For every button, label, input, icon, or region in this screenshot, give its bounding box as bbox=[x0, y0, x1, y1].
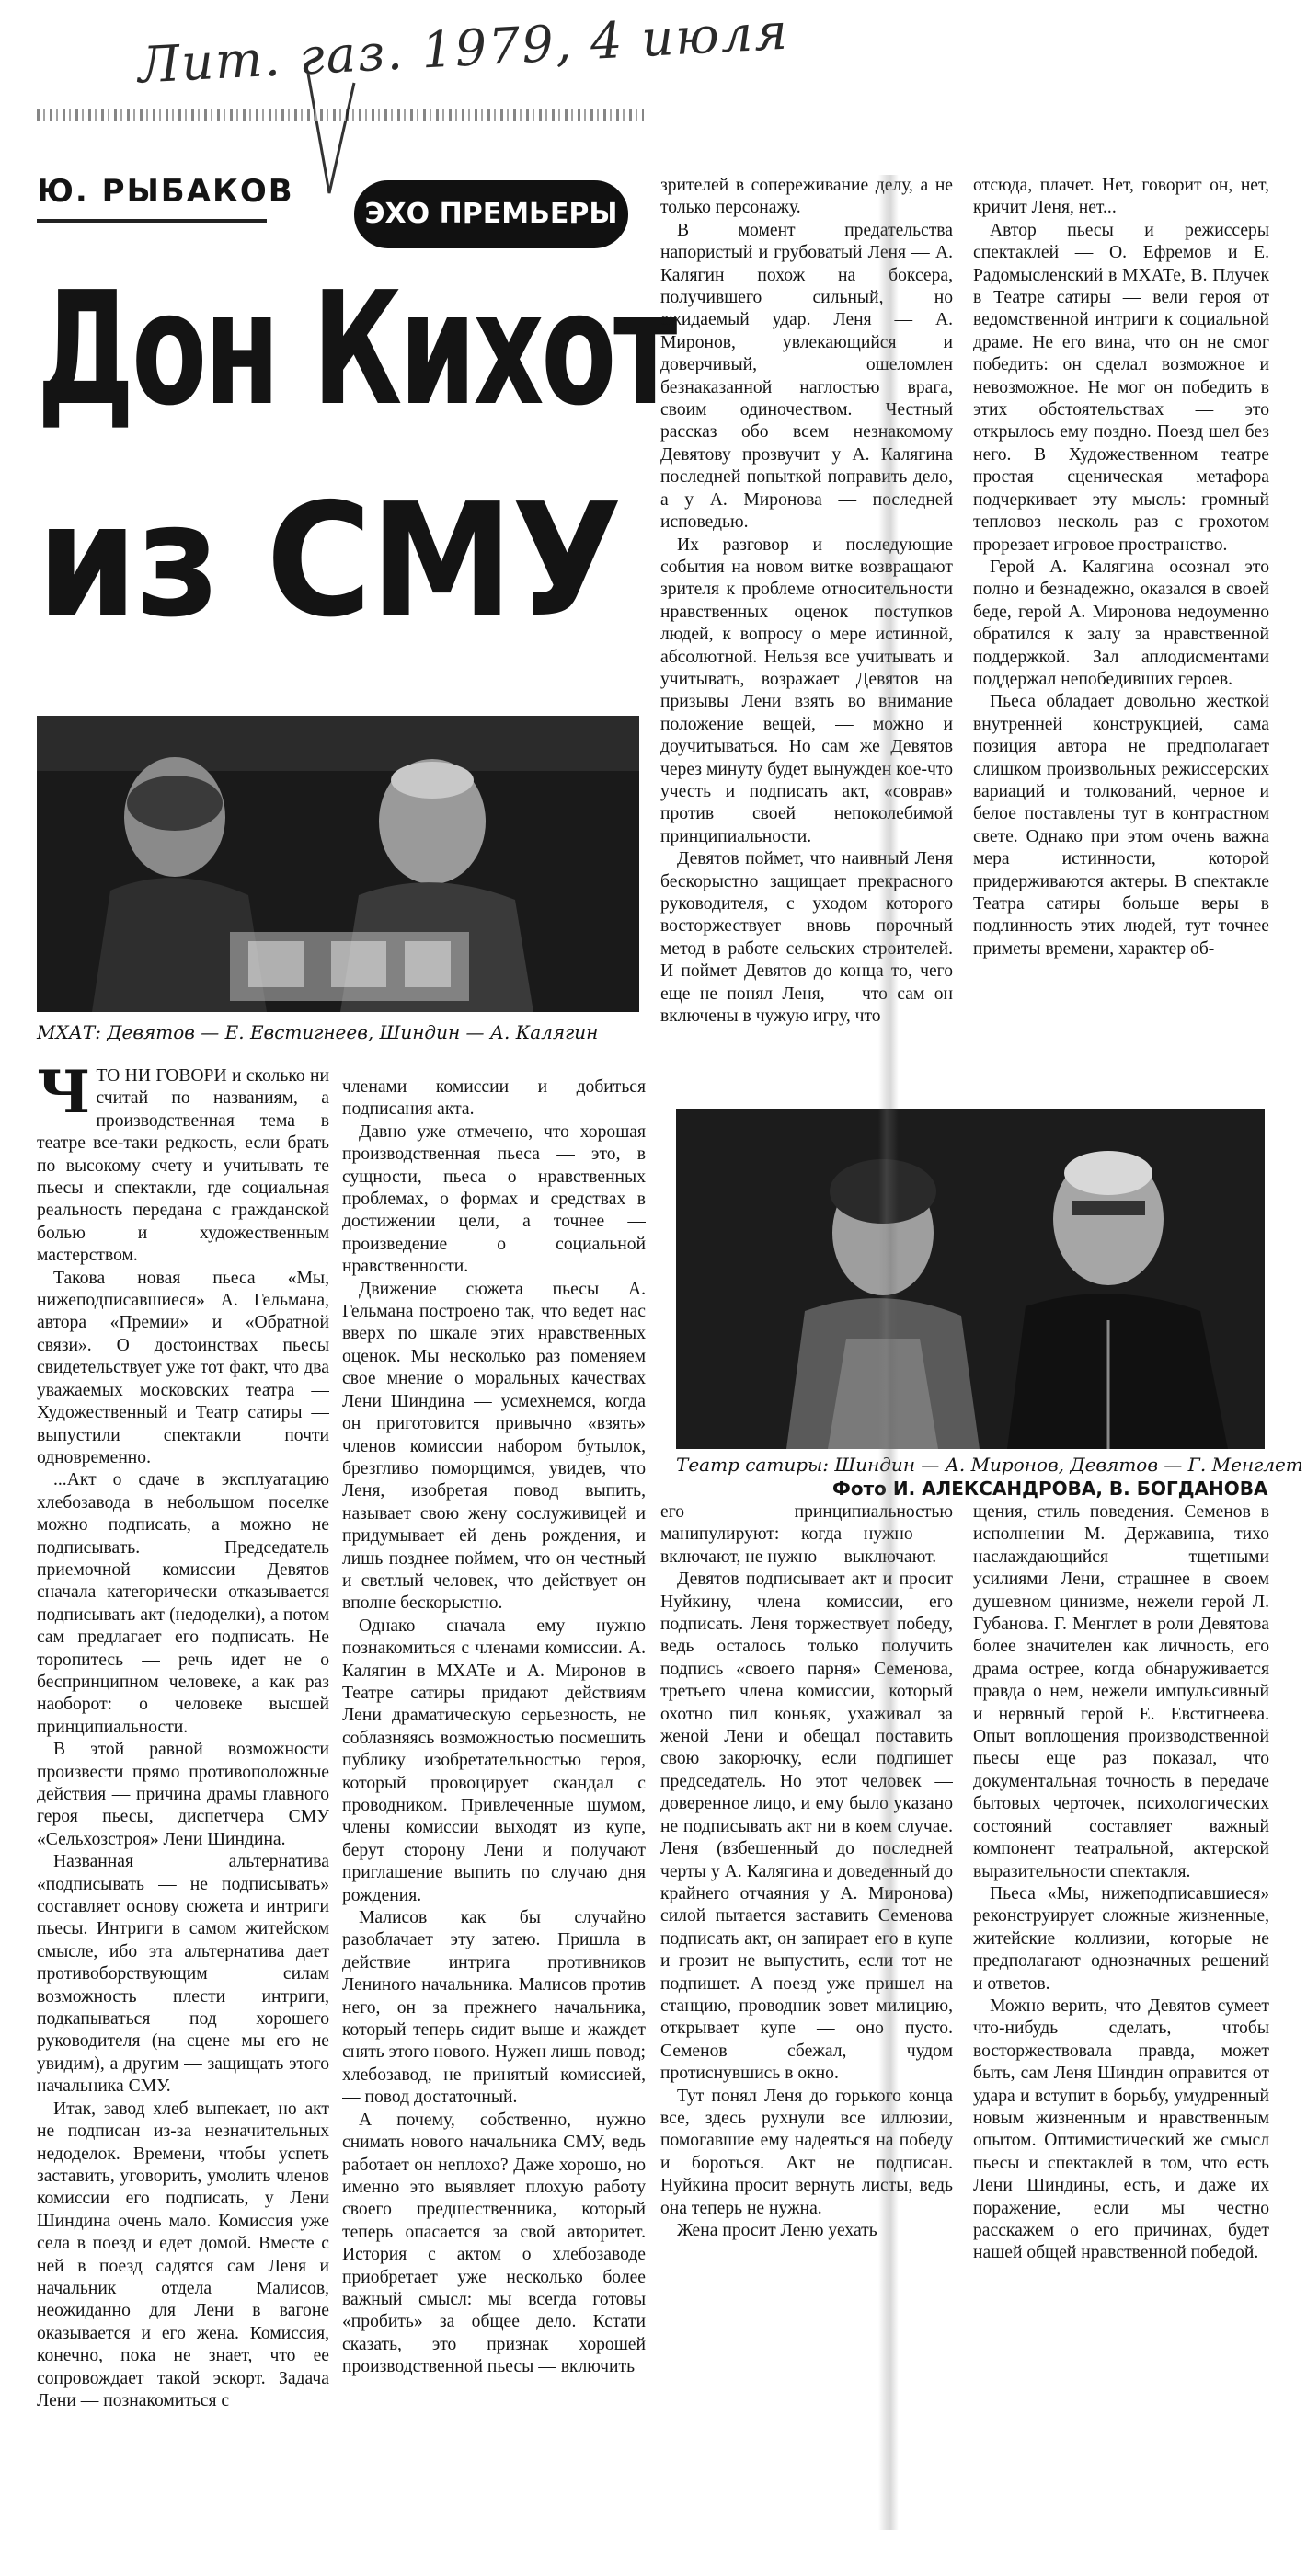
article-paragraph: Жена просит Леню уехать bbox=[677, 2221, 877, 2240]
article-paragraph: Тут понял Леня до горького конца все, здесь рухнули все иллюзии, помогавшие ему надеяться на победу и бороться. Акт не подписан. Нуйкина просит вернуть листы, ведь она теперь не нужна. bbox=[660, 2086, 953, 2218]
article-column-2 bbox=[342, 1076, 646, 2558]
article-paragraph: Герой А. Калягина осознал это полно и безнадежно, оказался в своей беде, герой А. Миронова недоуменно обратился к залу за нравственной поддержкой. Зал аплодисментами поддержал непобедивших героев. bbox=[973, 557, 1269, 689]
handwritten-check-mark bbox=[304, 64, 359, 202]
article-lead-paragraph: ЧТО НИ ГОВОРИ и сколько ни считай по названиям, а производственная тема в театре все-таки редкость, если брать по высокому счету и учитывать те пьесы и спектакли, где социальная реальность передана с гражданской болью и художественным мастерством. bbox=[37, 1065, 329, 1266]
article-paragraph: Однако сначала ему нужно познакомиться с членами комиссии. А. Калягин в МХАТе и А. Миронов в Театре сатиры придают действиям Лени драматическую серьезность, не соблазняясь возможностью посмешить публику изобретательностью героя, который провоцирует скандал с проводником. Привлеченные шумом, члены комиссии выходят из купе, берут сторону Лени и получают приглашение выпить по случаю дня рождения. bbox=[342, 1616, 646, 1905]
article-paragraph: Малисов как бы случайно разоблачает эту затею. Пришла в действие интрига противников Лениного начальника. Малисов против него, он за прежнего начальника, который теперь сидит выше и жаждет снять этого нового. Нужен лишь повод; хлебозавод, не принятый комиссией, — повод достаточный. bbox=[342, 1908, 646, 2108]
article-paragraph: Девятов поймет, что наивный Леня бескорыстно защищает прекрасного руководителя, с уходом которого восторжествует вновь порочный метод в работе сельских строителей. И поймет Девятов до конца то, чего еще не понял Леня, — что сам он включены в чужую игру, что bbox=[660, 849, 953, 1027]
author-byline: Ю. РЫБАКОВ bbox=[37, 173, 294, 210]
headline-line-1: Дон Кихот bbox=[37, 259, 675, 441]
article-paragraph: Такова новая пьеса «Мы, нижеподписавшиеся» А. Гельмана, автора «Премии» и «Обратной связи». О достоинствах пьесы свидетельствует уже тот факт, что два уважаемых московских театра — Художественный и Театр сатиры — выпустили спектакли почти одновременно. bbox=[37, 1268, 329, 1467]
photo2-credit: Фото И. АЛЕКСАНДРОВА, В. БОГДАНОВА bbox=[832, 1478, 1268, 1500]
article-paragraph: А почему, собственно, нужно снимать нового начальника СМУ, ведь работает он неплохо? Даже хорошо, но именно это выявляет плохую работу своего предшественника, который теперь опасается за свой авторитет. История с актом о хлебозаводе приобретает уже несколько более важный смысл: мы всегда готовы «пробить» за общее дело. Кстати сказать, это признак хорошей производственной пьесы — включить bbox=[342, 2110, 646, 2377]
article-paragraph: Их разговор и последующие события на новом витке возвращают зрителя к проблеме относительности нравственных оценок поступков людей, к вопросу о мере истинной, абсолютной. Нельзя все учитывать и учитывать, возражает Девятов на призывы Лени взять во внимание положение вещей, — можно и доучитываться. Но сам же Девятов через минуту будет вынужден кое-что учесть и подписать акт, «соврав» против своей непоколебимой принципиальности. bbox=[660, 535, 953, 846]
headline-line-2: из СМУ bbox=[37, 470, 621, 652]
article-paragraph: Девятов подписывает акт и просит Нуйкину, члена комиссии, его подписать. Леня торжествует победу, ведь осталось только получить подпись «своего парня» Семенова, третьего члена комиссии, который охотно пил коньяк, ухаживал за женой Лени и обещал поставить свою закорючку, если подпишет председатель. Но этот человек — доверенное лицо, и ему было указано не подписывать акт ни в коем случае. Леня (взбешенный до последней черты у А. Калягина и доведенный до крайнего отчаяния у А. Миронова) силой пытается заставить Семенова подписать акт, он запирает его в купе и грозит не выпустить, если тот не подпишет. А поезд уже пришел на станцию, проводник зовет милицию, открывает купе — оно пусто. Семенов сбежал, чудом протиснувшись в окно. bbox=[660, 1570, 953, 2084]
article-paragraph: Названная альтернатива «подписывать — не подписывать» составляет основу сюжета и интриги пьесы. Интриги в самом житейском смысле, ибо эта альтернатива дает противоборствующим силам возможность плести интриги, подкапываться под хорошего руководителя (на сцене мы его не увидим), а другим — защищать этого начальника СМУ. bbox=[37, 1852, 329, 2097]
article-column-4 bbox=[973, 175, 1269, 1095]
drop-cap: Ч bbox=[37, 1065, 91, 1127]
article-paragraph: Движение сюжета пьесы А. Гельмана построено так, что ведет нас вверх по шкале этих нравственных оценок. Мы несколько раз поменяем свое мнение о моральных качествах Лени Шиндина — усмехнемся, когда он приготовится привычно «взять» членов комиссии набором бутылок, брезгливо поморщимся, увидев, что Леня, изобретая повод выпить, называет свою жену сослуживицей и придумывает ей день рождения, и лишь позднее поймем, что он честный и светлый человек, что действует он вполне бескорыстно. bbox=[342, 1279, 646, 1614]
article-column-6 bbox=[973, 1501, 1269, 2421]
author-underline bbox=[37, 219, 267, 223]
scan-smear bbox=[878, 175, 899, 2530]
handwritten-date-annotation: Лит. газ. 1979, 4 июля bbox=[136, 2, 791, 95]
article-paragraph: В момент предательства напористый и грубоватый Леня — А. Калягин похож на боксера, получившего сильный, но ожидаемый удар. Леня — А. Миронов, увлекающийся и доверчивый, ошеломлен безнаказанной наглостью врага, своим одиночеством. Честный рассказ обо всем незнакомому Девятову прозвучит у А. Калягина последней попыткой поправить дело, а у А. Миронова — последней исповедью. bbox=[660, 220, 953, 533]
decorative-top-strip bbox=[37, 109, 644, 121]
article-paragraph: В этой равной возможности произвести прямо противоположные действия — причина драмы главного героя пьесы, диспетчера СМУ «Сельхозстроя» Лени Шиндина. bbox=[37, 1740, 329, 1849]
article-paragraph: Пьеса обладает довольно жесткой внутренней конструкцией, сама позиция автора не предполагает слишком произвольных режиссерских вариаций и толкований, черное и белое поставлены тут в контрастном свете. Однако при этом очень важна мера истинности, которой придерживаются актеры. В спектакле Театра сатиры больше веры в подлинность этих людей, тут точнее приметы времени, характер об- bbox=[973, 692, 1269, 959]
article-column-3 bbox=[660, 175, 953, 1095]
article-paragraph: Итак, завод хлеб выпекает, но акт не подписан из-за незначительных недоделок. Времени, чтобы успеть заставить, уговорить, умолить членов комиссии его подписать, у Лени Шиндина очень мало. Комиссия уже села в поезд и едет домой. Вместе с ней в поезд садятся сам Леня и начальник отдела Малисов, неожиданно для Лени в вагоне оказывается и его жена. Комиссия, конечно, пока не знает, что ее сопровождает такой эскорт. Задача Лени — познакомиться с bbox=[37, 2099, 329, 2410]
article-paragraph: Давно уже отмечено, что хорошая производственная пьеса — это, в сущности, пьеса о нравственных проблемах, о формах и средствах в достижении цели, а точнее — произведение о социальной нравственности. bbox=[342, 1121, 646, 1277]
article-paragraph: Можно верить, что Девятов сумеет что-нибудь сделать, чтобы восторжествовала правда, может быть, сам Леня Шиндин оправится от удара и вступит в борьбу, умудренный новым жизненным и нравственным опытом. Оптимистический же смысл пьесы и спектаклей в том, что есть Лени Шиндины, есть, и даже их поражение, если мы честно расскажем о его причинах, будет нашей общей нравственной победой. bbox=[973, 1995, 1269, 2263]
photo-satire-theatre-scene bbox=[676, 1109, 1265, 1449]
article-paragraph: членами комиссии и добиться подписания акта. bbox=[342, 1077, 646, 1120]
article-paragraph: Пьеса «Мы, нижеподписавшиеся» реконструирует сложные жизненные, житейские коллизии, которые не предполагают однозначных решений и ответов. bbox=[973, 1883, 1269, 1994]
article-paragraph: его принципиальностью манипулируют: когда нужно — включают, не нужно — выключают. bbox=[660, 1502, 953, 1567]
photo2-caption: Театр сатиры: Шиндин — А. Миронов, Девятов — Г. Менглет bbox=[676, 1454, 1303, 1476]
article-column-5 bbox=[660, 1501, 953, 2421]
article-column-1 bbox=[37, 1065, 329, 2556]
article-paragraph: зрителей в сопереживание делу, а не только персонажу. bbox=[660, 176, 953, 218]
article-paragraph: Автор пьесы и режиссеры спектаклей — О. Ефремов и Е. Радомысленский в МХАТе, В. Плучек в Театре сатиры — вели героя от ведомственной интриги к социальной драме. Не его вина, что он не смог победить: он сделал возможное и невозможное. Не мог он победить в этих обстоятельствах — это открылось ему поздно. Поезд шел без него. В Художественном театре простая сценическая метафора подчеркивает эту мысль: громный тепловоз несколь раз с грохотом прорезает игровое пространство. bbox=[973, 220, 1269, 555]
photo-mhat-scene bbox=[37, 716, 639, 1012]
article-paragraph: ...Акт о сдаче в эксплуатацию хлебозавода в небольшом поселке можно подписать, а можно не подписывать. Председатель приемочной комиссии Девятов сначала категорически отказывается подписывать акт (недоделки), а потом сам предлагает его подписать. Не торопитесь — речь идет не о беспринципном человеке, а как раз наоборот: о человеке высшей принципиальности. bbox=[37, 1470, 329, 1737]
rubric-badge: ЭХО ПРЕМЬЕРЫ bbox=[354, 180, 628, 248]
photo1-caption: МХАТ: Девятов — Е. Евстигнеев, Шиндин — А. Калягин bbox=[37, 1021, 599, 1043]
article-paragraph: отсюда, плачет. Нет, говорит он, нет, кричит Леня, нет... bbox=[973, 176, 1269, 218]
article-paragraph: щения, стиль поведения. Семенов в исполнении М. Державина, тихо наслаждающийся тщетными усилиями Лени, страшнее в своем душевном цинизме, нежели герой Л. Губанова. Г. Менглет в роли Девятова более значителен как личность, его драма острее, когда обнаруживается правда о нем, нежели импульсивный и нервный герой Е. Евстигнеева. Опыт воплощения производственной пьесы еще раз показал, что документальная точность в передаче бытовых черточек, психологических состояний составляет важный компонент театральной, актерской выразительности спектакля. bbox=[973, 1502, 1269, 1881]
